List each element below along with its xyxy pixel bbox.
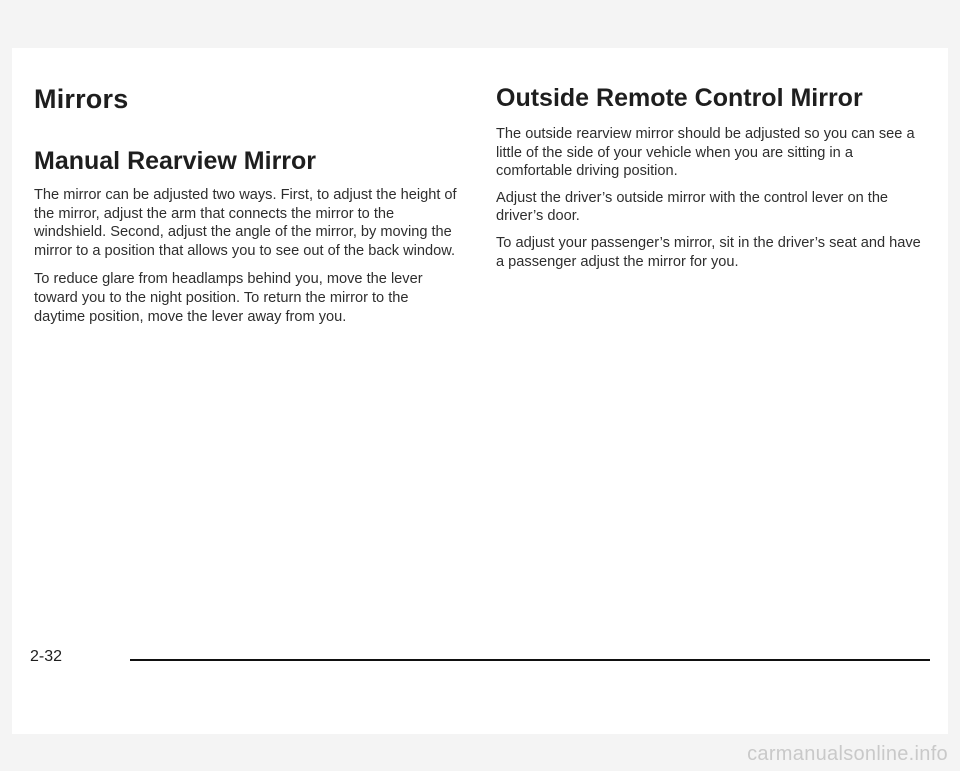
- right-column: [496, 84, 921, 271]
- section-heading-manual-rearview-mirror: Manual Rearview Mirror: [34, 147, 317, 175]
- section-heading-outside-remote-control-mirror: Outside Remote Control Mirror: [496, 84, 863, 112]
- page-number: 2-32: [30, 648, 63, 665]
- left-column: [34, 84, 462, 326]
- page-footer: [30, 648, 930, 668]
- footer-rule: [130, 659, 930, 661]
- paragraph: To adjust your passenger’s mirror, sit in the driver’s seat and have a passenger adjust the mirror for you.: [496, 234, 921, 270]
- paragraph: The outside rearview mirror should be adjusted so you can see a little of the side of your vehicle when you are sitting in a comfortable driving position.: [496, 126, 915, 180]
- manual-page: [12, 48, 948, 734]
- watermark-text: carmanualsonline.info: [747, 743, 948, 765]
- paragraph: To reduce glare from headlamps behind you, move the lever toward you to the night position. To return the mirror to the daytime position, move the lever away from you.: [34, 271, 423, 325]
- page-title: Mirrors: [34, 84, 129, 114]
- paragraph: Adjust the driver’s outside mirror with the control lever on the driver’s door.: [496, 189, 889, 225]
- paragraph: The mirror can be adjusted two ways. First, to adjust the height of the mirror, adjust the arm that connects the mirror to the windshield. Second, adjust the angle of the mirror, by moving the mirror to a position that allows you to see out of the back window.: [34, 187, 457, 259]
